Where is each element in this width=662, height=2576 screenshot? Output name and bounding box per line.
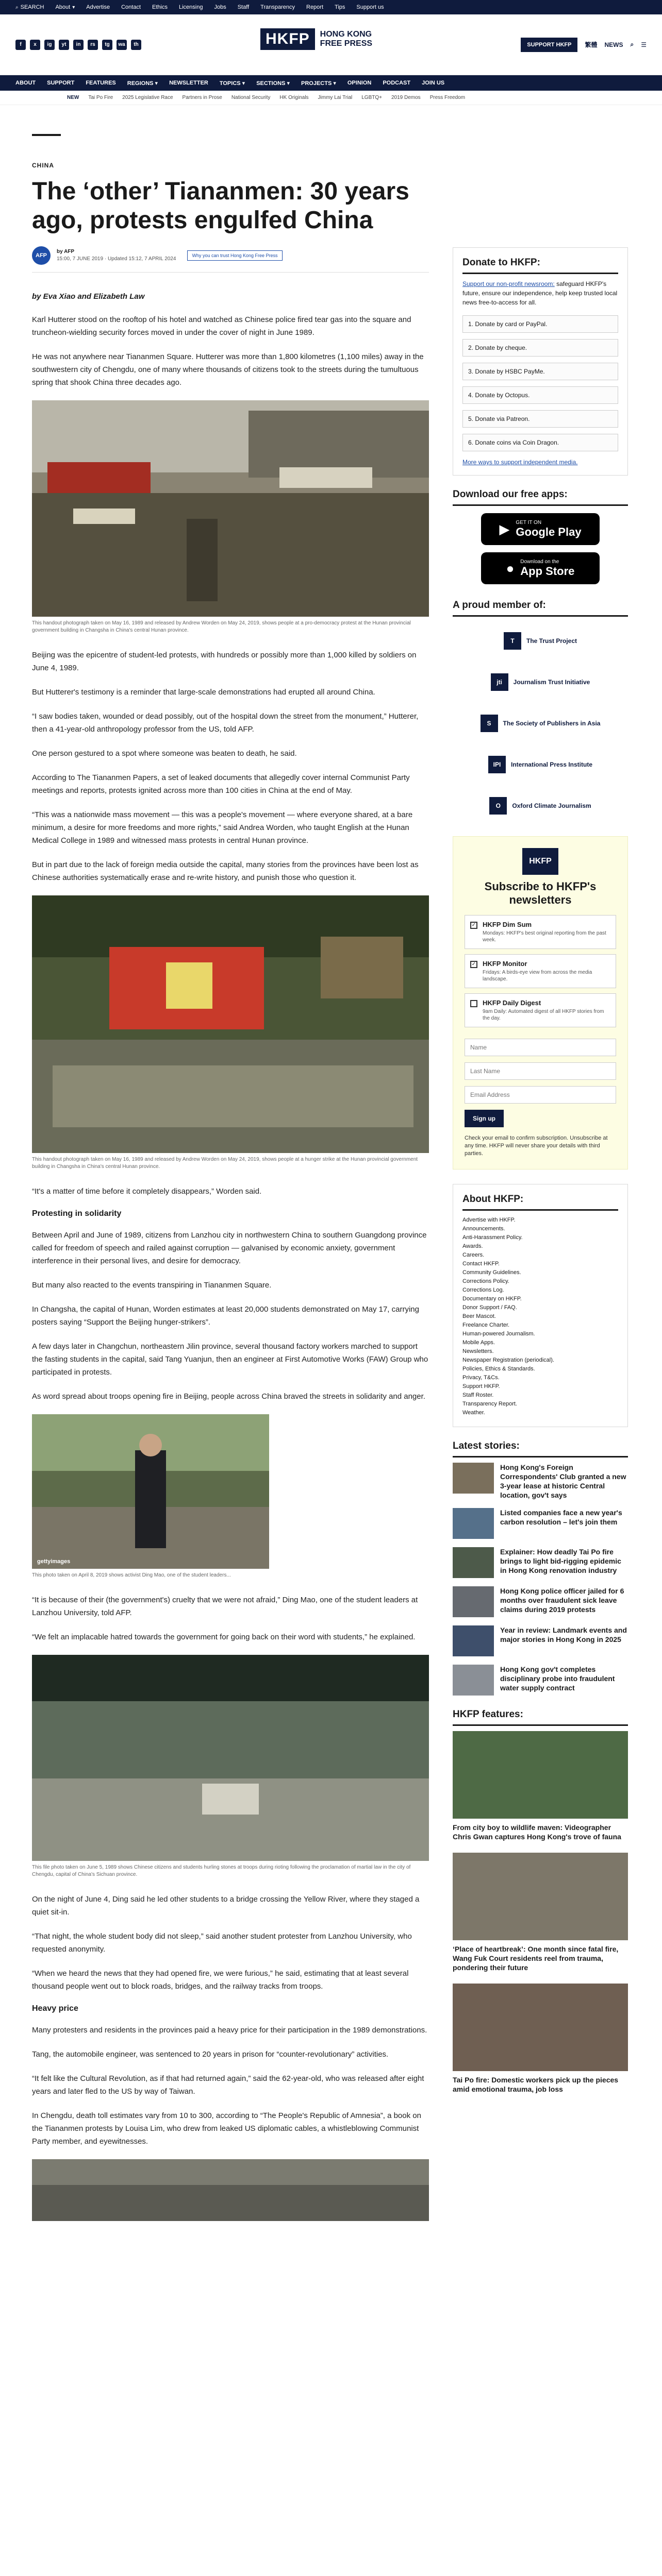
sidebar	[453, 247, 628, 2105]
search-icon: ⌕	[15, 4, 19, 10]
newsletter-note: Check your email to confirm subscription. Unsubscribe at any time. HKFP will never share your details with third parties.	[465, 1135, 608, 1157]
divider	[32, 134, 61, 136]
donate-box	[453, 247, 628, 476]
byline-meta	[57, 248, 176, 263]
name-field[interactable]	[465, 1039, 616, 1056]
paragraph: “I saw bodies taken, wounded or dead possibly, out of the hospital down the street from the monument,” Hutterer, then a 41-year-old anthropology professor from the US, told AFP.	[32, 712, 419, 734]
author-avatar[interactable]: AFP	[32, 246, 51, 265]
paragraph: He was not anywhere near Tiananmen Square. Hutterer was more than 1,800 kilometres (1,100 miles) away in the southwestern city of Chengdu, one of many where thousands of citizens took to the streets during the tumultuous spring that shook China three decades ago.	[32, 352, 424, 387]
donate-option[interactable]: 4. Donate by Octopus.	[462, 386, 618, 404]
about-link[interactable]: Newspaper Registration (periodical).	[462, 1357, 554, 1363]
ipi-icon: IPI	[488, 756, 506, 773]
latest-story[interactable]: Explainer: How deadly Tai Po fire brings to light bid-rigging epidemic in Hong Kong renovation industry	[453, 1547, 628, 1578]
hkfp-features	[453, 1709, 628, 2094]
nav-features[interactable]: FEATURES	[86, 80, 116, 86]
donate-option[interactable]: 2. Donate by cheque.	[462, 339, 618, 357]
whatsapp-icon[interactable]: wa	[117, 40, 127, 50]
feature-image	[453, 1984, 628, 2071]
paragraph: In Chengdu, death toll estimates vary from 10 to 300, according to “The People's Republic of Amnesia”, a book on the Tiananmen protests by Louisa Lim, who drew from leaked US diplomatic cables, a whistleblowing Communist Party member, and eyewitnesses.	[32, 2111, 421, 2146]
about-link[interactable]: Weather.	[462, 1410, 485, 1416]
newsletter-signup	[453, 836, 628, 1170]
nav-newsletter[interactable]: NEWSLETTER	[169, 80, 208, 86]
menu-icon[interactable]: ☰	[641, 41, 647, 48]
search-icon[interactable]: ⌕	[630, 41, 634, 48]
top-utility-bar	[0, 0, 662, 14]
instagram-icon[interactable]: ig	[44, 40, 55, 50]
member-section	[453, 600, 628, 823]
threads-icon[interactable]: th	[131, 40, 141, 50]
telegram-icon[interactable]: tg	[102, 40, 112, 50]
article-photo[interactable]	[32, 1414, 269, 1569]
topbar-ethics[interactable]: Ethics	[152, 4, 168, 10]
latest-story[interactable]: Hong Kong police officer jailed for 6 months over fraudulent sick leave claims during 2019 protests	[453, 1586, 628, 1617]
logo-wordmark: HONG KONG FREE PRESS	[320, 30, 373, 48]
about-link[interactable]: Freelance Charter.	[462, 1322, 510, 1328]
sopa-icon: S	[481, 715, 498, 732]
apps-title: Download our free apps:	[453, 489, 628, 506]
photo-caption: This handout photograph taken on May 16, 1989 and released by Andrew Worden on May 24, 2019, shows people at a pro-democracy protest at the Hunan provincial government building in Changsha in China's central Hunan province.	[32, 620, 411, 633]
newsletter-title: Subscribe to HKFP's newsletters	[484, 880, 597, 906]
newsletter-option[interactable]: HKFP Daily Digest 9am Daily: Automated digest of all HKFP stories from the day.	[465, 993, 616, 1027]
last-name-field[interactable]	[465, 1062, 616, 1080]
paragraph: In Changsha, the capital of Hunan, Worden estimates at least 20,000 students demonstrated on May 17, carrying posters saying “Support the Beijing hunger-strikers”.	[32, 1305, 419, 1327]
paragraph: “That night, the whole student body did not sleep,” said another student protester from Lanzhou University, who requested anonymity.	[32, 1932, 412, 1954]
latest-story[interactable]: Hong Kong gov't completes disciplinary probe into fraudulent water supply contract	[453, 1665, 628, 1696]
latest-stories	[453, 1440, 628, 1696]
story-thumbnail	[453, 1665, 494, 1696]
topbar-licensing[interactable]: Licensing	[178, 4, 203, 10]
about-link[interactable]: Contact HKFP.	[462, 1261, 500, 1267]
checkbox[interactable]	[470, 1000, 477, 1007]
donate-more-link[interactable]: More ways to support independent media.	[462, 459, 578, 466]
about-link[interactable]: Advertise with HKFP.	[462, 1217, 516, 1223]
trending-link[interactable]: Tai Po Fire	[88, 95, 113, 100]
trust-link[interactable]: Why you can trust Hong Kong Free Press	[187, 250, 282, 261]
nav-opinion[interactable]: OPINION	[347, 80, 372, 86]
paragraph: “It's a matter of time before it completely disappears,” Worden said.	[32, 1187, 262, 1196]
trending-bar	[0, 91, 662, 105]
member-logo[interactable]: O Oxford Climate Journalism	[453, 789, 628, 823]
trending-link[interactable]: Press Freedom	[429, 95, 466, 100]
paragraph: Karl Hutterer stood on the rooftop of his hotel and watched as Chinese police fired tear gas into the square and truncheon-wielding security forces moved in under the cover of night in June 1989.	[32, 315, 411, 337]
article-authors: by Eva Xiao and Elizabeth Law	[32, 292, 145, 301]
article-photo[interactable]	[32, 400, 429, 617]
apple-icon: ●	[506, 560, 515, 576]
donate-title: Donate to HKFP:	[462, 257, 618, 274]
about-link[interactable]: Policies, Ethics & Standards.	[462, 1366, 535, 1372]
rss-icon[interactable]: rs	[88, 40, 98, 50]
trending-link[interactable]: Partners in Prose	[182, 95, 222, 100]
trending-link[interactable]: National Security	[231, 95, 271, 100]
paragraph: Between April and June of 1989, citizens from Lanzhou city in northwestern China to southern Guangdong province called for freedom of speech and railed against corruption — galvanised by economic anxiety, government interference in their personal lives, and desire for democracy.	[32, 1231, 427, 1265]
paragraph: As word spread about troops opening fire in Beijing, people across China braved the streets in solidarity and anger.	[32, 1392, 425, 1401]
language-switch[interactable]: 繁體	[585, 41, 598, 48]
nav-regions[interactable]: REGIONS ▾	[127, 80, 158, 87]
latest-story[interactable]: Year in review: Landmark events and major stories in Hong Kong in 2025	[453, 1625, 628, 1656]
member-logo[interactable]: S The Society of Publishers in Asia	[453, 706, 628, 740]
article	[32, 134, 429, 2224]
google-play-button[interactable]: ▶ GET IT ON Google Play	[481, 513, 600, 545]
nav-projects[interactable]: PROJECTS ▾	[301, 80, 336, 87]
paragraph: A few days later in Changchun, northeastern Jilin province, several thousand factory workers marched to support the fasting students in the capital, said Tang Yuanjun, then an engineer at First Automotive Works (FAW) Group who participated in protests.	[32, 1342, 428, 1377]
about-title: About HKFP:	[462, 1194, 618, 1211]
donate-intro: Support our non-profit newsroom: safeguard HKFP's future, ensure our independence, help keep trusted local news free-to-access for all.	[462, 280, 618, 306]
feature-card[interactable]: From city boy to wildlife maven: Videographer Chris Gwan captures Hong Kong's trove of fauna	[453, 1731, 628, 1841]
paragraph: But in part due to the lack of foreign media outside the capital, many stories from the provinces have been lost as Chinese authorities systematically erase and re-write history, and punish those who question it.	[32, 860, 419, 882]
trending-link[interactable]: HK Originals	[279, 95, 309, 100]
nav-sections[interactable]: SECTIONS ▾	[256, 80, 290, 87]
topbar-advertise[interactable]: Advertise	[86, 4, 110, 10]
about-link[interactable]: Support HKFP.	[462, 1383, 500, 1389]
photo-caption: This handout photograph taken on May 16, 1989 and released by Andrew Worden on May 24, 2019, shows people at a hunger strike at the Hunan provincial government building in Changsha in China's central Hunan province.	[32, 1157, 418, 1170]
section-subhead: Heavy price	[32, 2004, 78, 2013]
article-image-partial	[32, 2159, 429, 2221]
topbar-report[interactable]: Report	[306, 4, 324, 10]
member-logo[interactable]: jti Journalism Trust Initiative	[453, 665, 628, 699]
story-thumbnail	[453, 1463, 494, 1494]
about-link[interactable]: Donor Support / FAQ.	[462, 1304, 517, 1311]
chevron-down-icon: ▾	[72, 4, 75, 10]
newsletter-option[interactable]: ✓ HKFP Dim Sum Mondays: HKFP's best original reporting from the past week.	[465, 915, 616, 949]
feature-image	[453, 1853, 628, 1940]
about-links	[462, 1216, 618, 1417]
donate-option[interactable]: 1. Donate by card or PayPal.	[462, 315, 618, 333]
protest-crowd-image	[32, 400, 429, 617]
paragraph: Many protesters and residents in the provinces paid a heavy price for their participation in the 1989 demonstrations.	[32, 2026, 427, 2035]
story-thumbnail	[453, 1625, 494, 1656]
about-link[interactable]: Newsletters.	[462, 1348, 494, 1354]
trending-link[interactable]: 2019 Demos	[391, 95, 421, 100]
app-store-button[interactable]: ● Download on the App Store	[481, 552, 600, 584]
paragraph: “When we heard the news that they had opened fire, we were furious,” he said, estimating that at least several thousand people went out to block roads, bridges, and the railway tracks from troops.	[32, 1969, 409, 1991]
nav-podcast[interactable]: PODCAST	[383, 80, 411, 86]
hunger-strike-image	[32, 895, 429, 1153]
ding-mao-portrait-image	[32, 1414, 269, 1569]
social-links	[15, 40, 141, 50]
donate-option[interactable]: 5. Donate via Patreon.	[462, 410, 618, 428]
about-link[interactable]: Corrections Log.	[462, 1287, 504, 1293]
photo-caption: This file photo taken on June 5, 1989 shows Chinese citizens and students hurling stones at troops during rioting following the proclamation of martial law in the city of Chengdu, capital of China's Sichuan province.	[32, 1865, 411, 1877]
trust-project-icon: T	[504, 632, 521, 650]
latest-story[interactable]: Hong Kong's Foreign Correspondents' Club granted a new 3-year lease at historic Central location, gov't says	[453, 1463, 628, 1500]
signup-button[interactable]: Sign up	[465, 1110, 504, 1127]
about-link[interactable]: Awards.	[462, 1243, 483, 1249]
features-title: HKFP features:	[453, 1709, 628, 1726]
publish-dates: 15:00, 7 JUNE 2019 · Updated 15:12, 7 APRIL 2024	[57, 256, 176, 262]
paragraph: Beijing was the epicentre of student-led protests, with hundreds or possibly more than 1,000 killed by soldiers on June 4, 1989.	[32, 651, 417, 672]
topbar-about[interactable]: About ▾	[55, 4, 75, 10]
nav-topics[interactable]: TOPICS ▾	[219, 80, 245, 87]
about-link[interactable]: Announcements.	[462, 1226, 505, 1232]
article-category[interactable]: CHINA	[32, 162, 54, 169]
support-hkfp-button[interactable]: SUPPORT HKFP	[521, 38, 577, 52]
about-link[interactable]: Careers.	[462, 1252, 485, 1258]
feature-card[interactable]: ‘Place of heartbreak’: One month since fatal fire, Wang Fuk Court residents reel from trauma, pondering their future	[453, 1853, 628, 1972]
trending-link[interactable]: Jimmy Lai Trial	[318, 95, 353, 100]
site-logo[interactable]	[260, 28, 372, 50]
news-label[interactable]: NEWS	[604, 41, 623, 48]
nav-about[interactable]: ABOUT	[15, 80, 36, 86]
paragraph: Tang, the automobile engineer, was sentenced to 20 years in prison for “counter-revolutionary” activities.	[32, 2050, 389, 2059]
about-box	[453, 1184, 628, 1427]
topbar-contact[interactable]: Contact	[121, 4, 141, 10]
paragraph: “This was a nationwide mass movement — this was a people's movement — where everyone shared, at a bare minimum, a desire for more freedoms and more rights,” said Andrea Worden, who taught English at the Hunan Medical College in 1989 and witnessed mass protests in central Hunan province.	[32, 810, 413, 845]
paragraph: “We felt an implacable hatred towards the government for going back on their word with students,” he explained.	[32, 1633, 416, 1641]
paragraph: One person gestured to a spot where someone was beaten to death, he said.	[32, 749, 297, 758]
linkedin-icon[interactable]: in	[73, 40, 84, 50]
about-link[interactable]: Transparency Report.	[462, 1401, 517, 1407]
topbar-support[interactable]: Support us	[356, 4, 384, 10]
byline	[32, 246, 429, 273]
article-photo[interactable]	[32, 2159, 429, 2221]
header-actions	[521, 38, 647, 52]
feature-image	[453, 1731, 628, 1819]
photo-credit: gettyimages	[37, 1558, 71, 1565]
donate-option[interactable]: 3. Donate by HSBC PayMe.	[462, 363, 618, 380]
trending-link[interactable]: 2025 Legislative Race	[122, 95, 173, 100]
topbar-jobs[interactable]: Jobs	[214, 4, 226, 10]
logo-mark: HKFP	[260, 28, 315, 50]
author-name[interactable]: by AFP	[57, 249, 75, 255]
donate-intro-link[interactable]: Support our non-profit newsroom:	[462, 280, 555, 287]
about-link[interactable]: Human-powered Journalism.	[462, 1331, 535, 1337]
feature-card[interactable]: Tai Po fire: Domestic workers pick up the pieces amid emotional trauma, job loss	[453, 1984, 628, 2094]
story-thumbnail	[453, 1508, 494, 1539]
new-label: NEW	[67, 95, 79, 100]
donate-option[interactable]: 6. Donate coins via Coin Dragon.	[462, 434, 618, 451]
about-link[interactable]: Beer Mascot.	[462, 1313, 496, 1319]
apps-section	[453, 489, 628, 584]
checkbox[interactable]: ✓	[470, 922, 477, 929]
member-title: A proud member of:	[453, 600, 628, 617]
article-headline: The ‘other’ Tiananmen: 30 years ago, protests engulfed China	[32, 178, 409, 234]
photo-caption: This photo taken on April 8, 2019 shows activist Ding Mao, one of the student leaders...	[32, 1572, 231, 1578]
about-link[interactable]: Privacy, T&Cs.	[462, 1375, 500, 1381]
section-subhead: Protesting in solidarity	[32, 1209, 122, 1218]
member-logo[interactable]: T The Trust Project	[453, 624, 628, 658]
about-link[interactable]: Documentary on HKFP.	[462, 1296, 522, 1302]
topbar-transparency[interactable]: Transparency	[260, 4, 295, 10]
paragraph: According to The Tiananmen Papers, a set of leaked documents that allegedly cover internal Communist Party meetings and reports, protests ignited across more than 100 cities in China at the end of May.	[32, 773, 410, 795]
trending-link[interactable]: LGBTQ+	[361, 95, 382, 100]
topbar-staff[interactable]: Staff	[237, 4, 250, 10]
checkbox[interactable]: ✓	[470, 961, 477, 968]
about-link[interactable]: Staff Roster.	[462, 1392, 494, 1398]
about-link[interactable]: Community Guidelines.	[462, 1269, 521, 1276]
x-icon[interactable]: x	[30, 40, 40, 50]
facebook-icon[interactable]: f	[15, 40, 26, 50]
newsletter-option[interactable]: ✓ HKFP Monitor Fridays: A birds-eye view from across the media landscape.	[465, 954, 616, 988]
nav-join-us[interactable]: JOIN US	[422, 80, 445, 86]
paragraph: But Hutterer's testimony is a reminder that large-scale demonstrations had erupted all around China.	[32, 688, 375, 697]
paragraph: “It is because of their (the government's) cruelty that we were not afraid,” Ding Mao, one of the student leaders at Lanzhou University, told AFP.	[32, 1596, 418, 1617]
topbar-tips[interactable]: Tips	[335, 4, 345, 10]
about-link[interactable]: Anti-Harassment Policy.	[462, 1234, 523, 1241]
jti-icon: jti	[491, 673, 508, 691]
story-thumbnail	[453, 1547, 494, 1578]
paragraph: But many also reacted to the events transpiring in Tiananmen Square.	[32, 1281, 272, 1290]
latest-story[interactable]: Listed companies face a new year's carbon resolution – let's join them	[453, 1508, 628, 1539]
paragraph: On the night of June 4, Ding said he led other students to a bridge crossing the Yellow River, where they staged a quiet sit-in.	[32, 1895, 420, 1917]
about-link[interactable]: Mobile Apps.	[462, 1340, 495, 1346]
newsletter-logo: HKFP	[522, 848, 558, 875]
story-thumbnail	[453, 1586, 494, 1617]
oxford-icon: O	[489, 797, 507, 815]
article-photo[interactable]	[32, 1655, 429, 1861]
latest-title: Latest stories:	[453, 1440, 628, 1458]
search-button[interactable]: ⌕ SEARCH	[15, 4, 44, 10]
nav-support[interactable]: SUPPORT	[47, 80, 75, 86]
youtube-icon[interactable]: yt	[59, 40, 69, 50]
about-link[interactable]: Corrections Policy.	[462, 1278, 509, 1284]
email-field[interactable]	[465, 1086, 616, 1104]
article-photo[interactable]	[32, 895, 429, 1153]
paragraph: “It felt like the Cultural Revolution, as if that had returned again,” said the 62-year-old, who was released after eight years and later fled to the US by way of Taiwan.	[32, 2074, 424, 2096]
member-logo[interactable]: IPI International Press Institute	[453, 748, 628, 782]
google-play-icon: ▶	[499, 521, 510, 537]
chengdu-riot-image	[32, 1655, 429, 1861]
main-navigation	[0, 75, 662, 91]
